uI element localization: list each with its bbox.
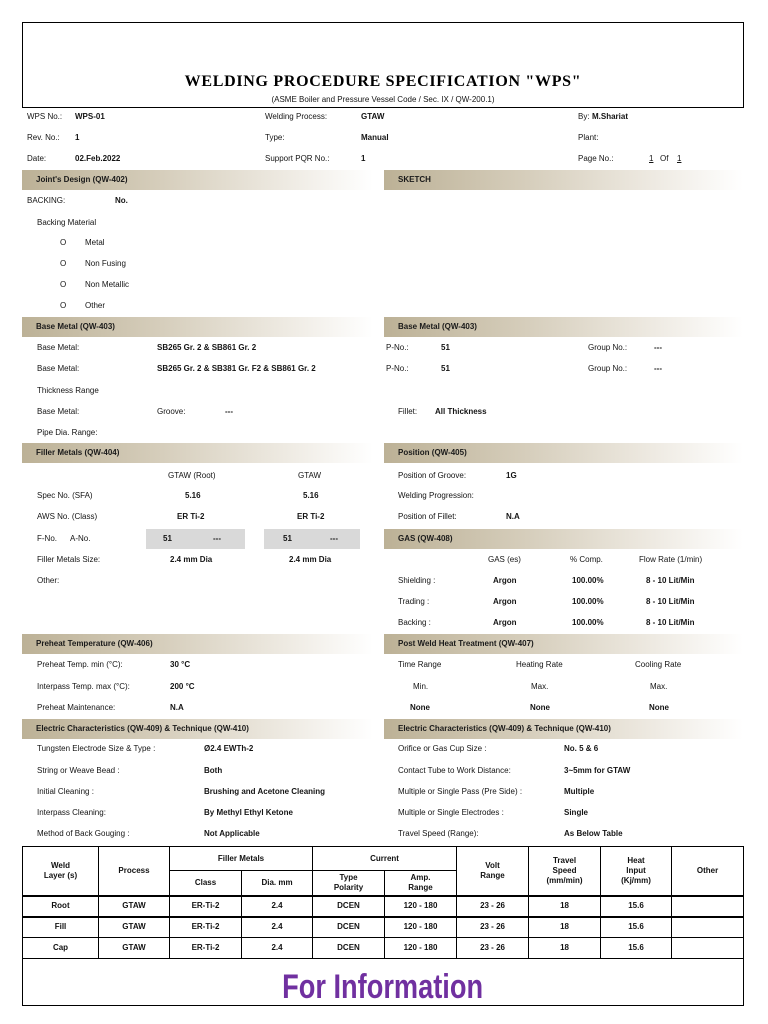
- preheat-label: Interpass Temp. max (°C):: [37, 682, 130, 691]
- pwht-subheader: Max.: [531, 682, 549, 691]
- gas-comp-value: 100.00%: [572, 618, 604, 627]
- p-no-value: 51: [441, 364, 450, 373]
- pwht-value: None: [410, 703, 430, 712]
- heat-cell: 15.6: [601, 938, 672, 959]
- gas-type-value: Argon: [493, 576, 517, 585]
- amp-range-header: Amp. Range: [385, 871, 457, 896]
- electrical-title-right: Electric Characteristics (QW-409) & Technique (QW-410): [398, 724, 611, 733]
- electrical-value: Both: [204, 766, 223, 775]
- table-row: [23, 917, 744, 938]
- p-no-label: P-No.:: [386, 364, 409, 373]
- travel-cell: 18: [529, 896, 601, 917]
- f-no-value: 51: [283, 534, 292, 543]
- electrical-label: Tungsten Electrode Size & Type :: [37, 744, 156, 753]
- base-metal-label: Base Metal:: [37, 343, 80, 352]
- preheat-label: Preheat Maintenance:: [37, 703, 116, 712]
- type-label: Type:: [265, 133, 285, 142]
- filler-metals-header: Filler Metals: [170, 847, 313, 871]
- pwht-header: Cooling Rate: [635, 660, 682, 669]
- gas-flow-value: 8 - 10 Lit/Min: [646, 597, 695, 606]
- by-value: M.Shariat: [592, 112, 629, 121]
- process-cell: GTAW: [99, 896, 170, 917]
- pwht-header: Time Range: [398, 660, 442, 669]
- f-no-label: F-No.: [37, 534, 57, 543]
- option-marker: O: [60, 301, 67, 310]
- wps-no-label: WPS No.:: [27, 112, 63, 121]
- gas-comp-value: 100.00%: [572, 576, 604, 585]
- volt-cell: 23 - 26: [457, 896, 529, 917]
- wps-no-value: WPS-01: [75, 112, 105, 121]
- thickness-range-label: Thickness Range: [37, 386, 99, 395]
- fillet-value: All Thickness: [435, 407, 487, 416]
- type-value: Manual: [361, 133, 389, 142]
- spec-no-value: 5.16: [303, 491, 319, 500]
- amp-cell: 120 - 180: [385, 938, 457, 959]
- technique-value: No. 5 & 6: [564, 744, 599, 753]
- gas-flow-value: 8 - 10 Lit/Min: [646, 618, 695, 627]
- a-no-value: ---: [330, 534, 338, 543]
- joint-design-section-bar: [22, 170, 373, 190]
- technique-value: 3~5mm for GTAW: [564, 766, 631, 775]
- joint-design-title: Joint's Design (QW-402): [36, 175, 128, 184]
- pipe-dia-range-label: Pipe Dia. Range:: [37, 428, 98, 437]
- f-no-shaded-box: [264, 529, 360, 549]
- electrical-section-bar-right: [384, 719, 743, 739]
- filler-other-label: Other:: [37, 576, 60, 585]
- gas-row-label: Backing :: [398, 618, 431, 627]
- preheat-value: 200 °C: [170, 682, 195, 691]
- position-groove-value: 1G: [506, 471, 517, 480]
- dia-cell: 2.4: [242, 896, 313, 917]
- pwht-title: Post Weld Heat Treatment (QW-407): [398, 639, 534, 648]
- date-value: 02.Feb.2022: [75, 154, 121, 163]
- polarity-header: Type Polarity: [313, 871, 385, 896]
- process-cell: GTAW: [99, 938, 170, 959]
- sketch-section-bar: [384, 170, 743, 190]
- gas-header: GAS (es): [488, 555, 521, 564]
- pqr-value: 1: [361, 154, 366, 163]
- electrical-value: Ø2.4 EWTh-2: [204, 744, 254, 753]
- amp-cell: 120 - 180: [385, 917, 457, 938]
- electrical-label: Method of Back Gouging :: [37, 829, 130, 838]
- position-title: Position (QW-405): [398, 448, 467, 457]
- table-header-row: [23, 847, 744, 871]
- other-cell: [672, 917, 744, 938]
- class-cell: ER-Ti-2: [170, 938, 242, 959]
- filler-column-header: GTAW: [298, 471, 322, 480]
- backing-label: BACKING:: [27, 196, 66, 205]
- page-no-label: Page No.:: [578, 154, 614, 163]
- amp-cell: 120 - 180: [385, 896, 457, 917]
- process-cell: GTAW: [99, 917, 170, 938]
- table-row: [23, 938, 744, 959]
- other-cell: [672, 896, 744, 917]
- electrical-value: Not Applicable: [204, 829, 260, 838]
- f-no-value: 51: [163, 534, 172, 543]
- f-no-shaded-box: [146, 529, 245, 549]
- electrical-label: Interpass Cleaning:: [37, 808, 106, 817]
- page-total-value: 1: [677, 154, 682, 163]
- gas-type-value: Argon: [493, 597, 517, 606]
- gas-title: GAS (QW-408): [398, 534, 453, 543]
- footer-cell: [23, 959, 744, 1006]
- for-information-note: For Information: [282, 968, 484, 1006]
- table-row: [23, 896, 744, 917]
- other-header: Other: [672, 847, 744, 896]
- date-label: Date:: [27, 154, 47, 163]
- layer-cell: Fill: [23, 917, 99, 938]
- welding-process-value: GTAW: [361, 112, 385, 121]
- group-no-value: ---: [654, 364, 662, 373]
- filler-size-value: 2.4 mm Dia: [289, 555, 332, 564]
- base-metal-section-bar-right: [384, 317, 743, 337]
- polarity-cell: DCEN: [313, 896, 385, 917]
- technique-label: Multiple or Single Pass (Pre Side) :: [398, 787, 523, 796]
- backing-value: No.: [115, 196, 128, 205]
- groove-label: Groove:: [157, 407, 186, 416]
- electrical-title-left: Electric Characteristics (QW-409) & Technique (QW-410): [36, 724, 249, 733]
- position-fillet-value: N.A: [506, 512, 520, 521]
- gas-row-label: Shielding :: [398, 576, 436, 585]
- option-label: Other: [85, 301, 106, 310]
- gas-type-value: Argon: [493, 618, 517, 627]
- welding-process-label: Welding Process:: [265, 112, 328, 121]
- document-title: WELDING PROCEDURE SPECIFICATION "WPS": [184, 73, 582, 90]
- gas-flow-value: 8 - 10 Lit/Min: [646, 576, 695, 585]
- preheat-value: N.A: [170, 703, 184, 712]
- technique-label: Contact Tube to Work Distance:: [398, 766, 511, 775]
- a-no-label: A-No.: [70, 534, 91, 543]
- option-label: Non Fusing: [85, 259, 126, 268]
- groove-value: ---: [225, 407, 233, 416]
- spec-no-label: Spec No. (SFA): [37, 491, 93, 500]
- spec-no-value: 5.16: [185, 491, 201, 500]
- pwht-value: None: [649, 703, 669, 712]
- technique-label: Multiple or Single Electrodes :: [398, 808, 504, 817]
- weld-parameters-table: [22, 846, 744, 1006]
- pwht-subheader: Max.: [650, 682, 668, 691]
- rev-no-label: Rev. No.:: [27, 133, 60, 142]
- rev-no-value: 1: [75, 133, 80, 142]
- polarity-cell: DCEN: [313, 938, 385, 959]
- aws-no-label: AWS No. (Class): [37, 512, 98, 521]
- layer-cell: Root: [23, 896, 99, 917]
- technique-label: Orifice or Gas Cup Size :: [398, 744, 487, 753]
- preheat-title: Preheat Temperature (QW-406): [36, 639, 153, 648]
- electrical-label: Initial Cleaning :: [37, 787, 94, 796]
- option-label: Non Metallic: [85, 280, 130, 289]
- group-no-label: Group No.:: [588, 364, 628, 373]
- a-no-value: ---: [213, 534, 221, 543]
- travel-cell: 18: [529, 917, 601, 938]
- p-no-value: 51: [441, 343, 450, 352]
- title-box: [22, 22, 744, 108]
- base-metal-value: SB265 Gr. 2 & SB381 Gr. F2 & SB861 Gr. 2: [157, 364, 316, 373]
- pwht-header: Heating Rate: [516, 660, 563, 669]
- dia-cell: 2.4: [242, 917, 313, 938]
- p-no-label: P-No.:: [386, 343, 409, 352]
- preheat-label: Preheat Temp. min (°C):: [37, 660, 123, 669]
- gas-row-label: Trading :: [398, 597, 430, 606]
- filler-size-value: 2.4 mm Dia: [170, 555, 213, 564]
- welding-progression-label: Welding Progression:: [398, 491, 474, 500]
- pwht-section-bar: [384, 634, 743, 654]
- gas-comp-value: 100.00%: [572, 597, 604, 606]
- aws-no-value: ER Ti-2: [177, 512, 205, 521]
- electrical-value: Brushing and Acetone Cleaning: [204, 787, 326, 796]
- base-metal-value: SB265 Gr. 2 & SB861 Gr. 2: [157, 343, 257, 352]
- group-no-label: Group No.:: [588, 343, 628, 352]
- document-subtitle: (ASME Boiler and Pressure Vessel Code / Sec. IX / QW-200.1): [271, 95, 495, 104]
- option-marker: O: [60, 238, 67, 247]
- page-of-label: Of: [660, 154, 669, 163]
- plant-label: Plant:: [578, 133, 599, 142]
- electrical-label: String or Weave Bead :: [37, 766, 120, 775]
- gas-header: Flow Rate (1/min): [639, 555, 703, 564]
- filler-metals-section-bar: [22, 443, 373, 463]
- class-cell: ER-Ti-2: [170, 917, 242, 938]
- current-header: Current: [313, 847, 457, 871]
- sketch-title: SKETCH: [398, 175, 431, 184]
- volt-cell: 23 - 26: [457, 938, 529, 959]
- dia-header: Dia. mm: [242, 871, 313, 896]
- filler-size-label: Filler Metals Size:: [37, 555, 101, 564]
- pqr-label: Support PQR No.:: [265, 154, 330, 163]
- class-header: Class: [170, 871, 242, 896]
- pwht-value: None: [530, 703, 550, 712]
- technique-label: Travel Speed (Range):: [398, 829, 479, 838]
- weld-layer-header: Weld Layer (s): [23, 847, 99, 896]
- base-metal-title-left: Base Metal (QW-403): [36, 322, 115, 331]
- other-cell: [672, 938, 744, 959]
- volt-range-header: Volt Range: [457, 847, 529, 896]
- base-metal-title-right: Base Metal (QW-403): [398, 322, 477, 331]
- filler-column-header: GTAW (Root): [168, 471, 216, 480]
- volt-cell: 23 - 26: [457, 917, 529, 938]
- heat-input-header: Heat Input (Kj/mm): [601, 847, 672, 896]
- base-metal-label: Base Metal:: [37, 364, 80, 373]
- backing-material-label: Backing Material: [37, 218, 97, 227]
- footer-row: [23, 959, 744, 1006]
- heat-cell: 15.6: [601, 896, 672, 917]
- page-no-value: 1: [649, 154, 654, 163]
- preheat-value: 30 °C: [170, 660, 191, 669]
- heat-cell: 15.6: [601, 917, 672, 938]
- group-no-value: ---: [654, 343, 662, 352]
- technique-value: As Below Table: [564, 829, 623, 838]
- layer-cell: Cap: [23, 938, 99, 959]
- base-metal-section-bar-left: [22, 317, 373, 337]
- position-groove-label: Position of Groove:: [398, 471, 467, 480]
- position-section-bar: [384, 443, 743, 463]
- filler-metals-title: Filler Metals (QW-404): [36, 448, 120, 457]
- option-marker: O: [60, 280, 67, 289]
- pwht-subheader: Min.: [413, 682, 429, 691]
- option-label: Metal: [85, 238, 105, 247]
- gas-section-bar: [384, 529, 743, 549]
- gas-header: % Comp.: [570, 555, 603, 564]
- technique-value: Single: [564, 808, 589, 817]
- aws-no-value: ER Ti-2: [297, 512, 325, 521]
- option-marker: O: [60, 259, 67, 268]
- by-label: By:: [578, 112, 590, 121]
- polarity-cell: DCEN: [313, 917, 385, 938]
- dia-cell: 2.4: [242, 938, 313, 959]
- travel-cell: 18: [529, 938, 601, 959]
- position-fillet-label: Position of Fillet:: [398, 512, 457, 521]
- thickness-base-metal-label: Base Metal:: [37, 407, 80, 416]
- electrical-section-bar-left: [22, 719, 373, 739]
- technique-value: Multiple: [564, 787, 595, 796]
- electrical-value: By Methyl Ethyl Ketone: [204, 808, 293, 817]
- process-header: Process: [99, 847, 170, 896]
- preheat-section-bar: [22, 634, 373, 654]
- fillet-label: Fillet:: [398, 407, 418, 416]
- class-cell: ER-Ti-2: [170, 896, 242, 917]
- travel-speed-header: Travel Speed (mm/min): [529, 847, 601, 896]
